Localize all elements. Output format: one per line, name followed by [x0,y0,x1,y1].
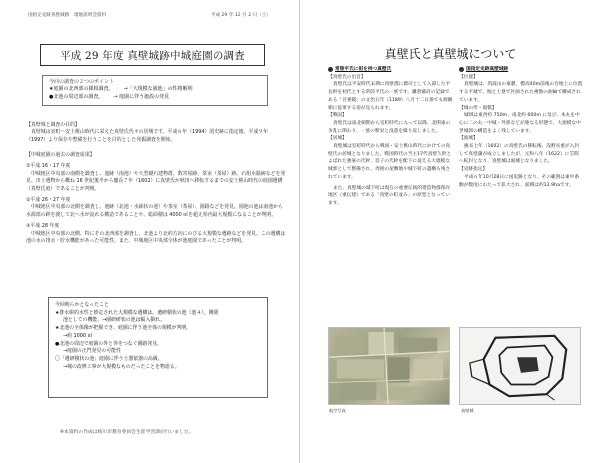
right-page [301,0,600,463]
subsection-label: 【城の形・規模】 [459,105,497,111]
key-points-heading: 今回の調査の２つのポイント [49,79,115,85]
bullet-icon [328,67,333,72]
finding-line: →約 1000 ㎡ [63,332,93,339]
aerial-photo [328,327,450,405]
organization-label: 国指定史跡真壁城跡 現地説明会資料 [28,13,107,18]
history-item-label: ①平成 16・17 年度 [26,163,71,170]
finding-line: →城の改修工事が大規模なものだったことを物語る。 [63,363,180,370]
purpose-section [26,122,286,144]
paragraph: 平成６年10月28日に国史跡となり、その範囲は東中条駒が数度にわたって拡大され、面積は約12.9haです。 [459,174,580,188]
finding-line: ●北池の周辺で庭園の外と外をつなぐ園路発見。 [55,340,162,347]
key-point-row [49,94,261,101]
photo-caption: 航空写真 [329,408,346,413]
history-item-label: ②平成 26・27 年度 [26,197,71,204]
paragraph: 真壁城は室町時代から戦国・安土桃山時代にかけての真壁氏の居城となりました。戦国時代の当主17代真壁久幹とよばれた強豪の氏幹、息子の氏幹を配下に従える大規模な城郭として整備され、周囲の屋敷地や城下町の遺構も残されています。 [328,144,452,180]
purpose-text: 真壁城は室町～安土桃山時代に栄えた真壁氏代々の居城です。平成６年（1994）国史跡に指定後、平成９年（1997）より保存や整備を行うことを目的とした発掘調査を開始。 [26,129,269,143]
castle-plan-map [459,327,581,405]
findings-heading: 今回明らかとなったこと [55,302,109,308]
paragraph: 真壁城は、筑波山の東麓、標高40m前後の台地上に位置する平城で、堀と土塁で区画された複数の曲輪で構成されています。 [459,82,583,103]
paragraph: 真壁氏は南北朝期から室町時代に入って以降、北関東の争乱に関わり、一族の繁栄と没落を繰り返しました。 [328,120,451,134]
paragraph: 真壁氏は平安時代末期に真壁郡に郡司として入部した平長幹を初代とする常陸平氏の一族です。鎌倉幕府の記録である「吾妻鏡」の文治五年（1189）八月十二日条でも源頼朝に従軍する姿が見られます。 [328,82,453,111]
key-points-box [42,75,268,106]
finding-line: ★北池の全体像が把握でき、庭園に伴う池全体の規模が判明。 [55,325,192,332]
history-section [26,152,286,245]
subsection-label: 【真壁氏の出自】 [328,74,366,80]
subsection-label: 【居城】 [328,136,347,142]
subsection-label: 【廃城】 [459,136,478,142]
purpose-heading: 【真壁城と調査の目的】 [26,122,80,128]
history-item-label: ③平成 28 年度 [26,223,60,230]
column-clan [328,66,454,208]
document-title-box [40,44,265,66]
finding-line: ★排水庫的水性と推定された大規模な遺構は、遺研積状の池（池４）。開閉 [55,309,219,316]
findings-box [48,297,268,398]
map-caption: 真壁城 [461,408,474,413]
paragraph: また、真壁城の城下町は現在の重要伝統的建造物群保存地区（重伝建）である「真壁の町並み」の原型となっています。 [328,185,451,206]
history-item-text: 中城地区中央部の北側、特にその北西部を調査し、北池より北約方向にのびる大規模な遺跡などを発見。この遺構は池の水の排水・貯水機能があった可能性。また、中城地区中央部全体が池庭園であったことが判明。 [26,230,286,245]
finding-line: 〇「遺研積状の池」庭園に伴う土器依器の高級。 [55,355,163,362]
key-point-goal: →「大規模な園池」の性格解明 [123,86,193,93]
history-heading: 【中城庭園の過去の調査成果】 [26,152,95,158]
finding-line: 池としての機能。→園研研状の池は幅入掛れ。 [63,317,166,324]
subsection-label: 【戦国】 [328,113,347,119]
key-point-text: ●北池の周辺部の調査。 [49,93,104,100]
column-castle [459,66,583,189]
section-heading: 常陸平氏に祖を持つ真壁氏 [328,66,454,74]
key-point-text: ★庭園の北西部の様相調査。 [49,86,114,93]
document-title: 平成 29 年度 真壁城跡中城庭園の調査 [60,49,245,62]
subsection-label: 【史跡指定】 [459,167,488,173]
history-item-text: 中城地区中央部の北側を調査し、池跡（北池・水鉢状の池）や茶室（茶屋）、園路などを発見。園池の池は南池から水源部の跨を渡して北へ水が流れる構造であることや、総面積は 4000 ㎡を超え県内最大規模になることが判明。 [26,204,283,218]
document-date: 平成 29 年 12 月 2 日（土） [210,13,271,18]
section-heading: 国指定史跡真壁城跡 [459,66,583,74]
right-page-title: 真壁氏と真壁城について [384,47,517,61]
key-point-row [49,86,261,93]
subsection-label: 【位置】 [459,74,478,80]
paragraph: 城域は東西約 750m、南北約 600m に及び、本丸を中心に二の丸・中城・外郭などが連なる形態で、大規模な中世城郭の構造をよく残しています。 [459,113,581,134]
paragraph: 慶長七年（1602）の真壁氏の移転後、浅野長重が入封して真壁藩が成立しましたが、元和八年（1622）に笠間へ転封となり、真壁城は廃城となりました。 [459,144,580,165]
finding-line: →庭園の正門発見の可能性 [63,348,121,355]
bullet-icon [459,67,464,72]
document-meta [28,12,275,18]
history-item-text: 中城地区中央部の南側を調査し、池跡（南池）や大型礎石建物群、数寄屋跡、茶室（茶屋）跡、石組水路跡などを発見。出土遺物から概ね 16 世紀後半から慶長７年（1602）に真壁氏が秋田へ移転するまでの安土桃山時代の庭園遺構（真壁氏庭）であることが判明。 [26,170,286,192]
footer-note: ※本資料の作成は桜川市教育委員会生涯学習課が行いました。 [60,430,194,435]
key-point-goal: → 庭園に伴う施設の発見 [113,93,170,100]
